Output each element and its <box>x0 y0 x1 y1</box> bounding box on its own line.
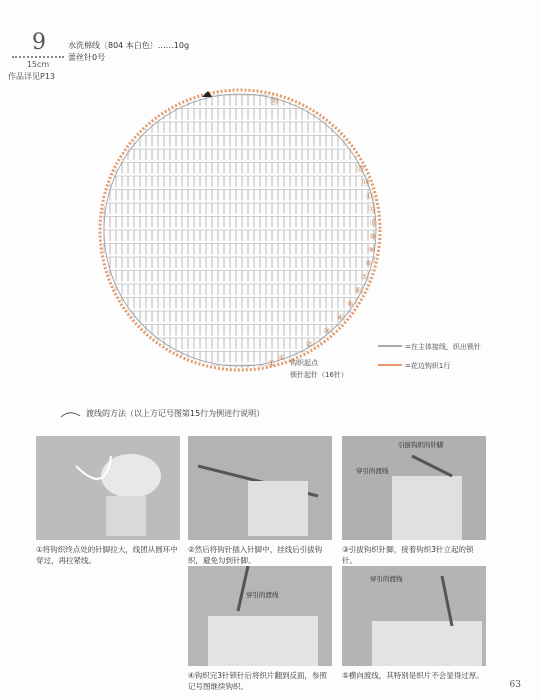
row-label: ⑪ <box>369 219 377 227</box>
start-chain-label: 锁针起针（16针） <box>290 371 348 379</box>
row-label: ③ <box>323 327 331 335</box>
material-line: 水洗棉线〔804 本白色〕……10g <box>68 41 190 50</box>
step-caption-5: ⑤横向渡线，其特别是织片不会显得过厚。 <box>342 671 484 680</box>
row-label: ⑮ <box>356 165 364 173</box>
row-label: ⑨ <box>368 246 375 254</box>
row-label: ⑥ <box>355 286 362 295</box>
step-photo-2 <box>188 436 332 540</box>
step-caption-4: ④钩织完3针锁针后将织片翻到反面，参照记号图继续钩织。 <box>188 671 327 691</box>
row-label: ⑦ <box>361 273 368 281</box>
row-label-start: ① <box>268 359 276 368</box>
crochet-chart <box>90 85 410 385</box>
legend-lines <box>378 340 408 370</box>
legend-join: =在主体接线，织出锁针 <box>405 343 481 351</box>
row-label: ⑬ <box>366 192 374 200</box>
tag-carried-thread: 穿引的渡线 <box>370 575 403 583</box>
row-label: ⑧ <box>365 259 372 268</box>
step-photo-5 <box>342 566 486 666</box>
tag-carried-thread: 穿引的渡线 <box>356 467 389 475</box>
row-label: ⑫ <box>368 205 376 214</box>
hook-line: 蕾丝针0号 <box>68 53 106 62</box>
row-label: ⑤ <box>347 300 354 308</box>
step-photo-1 <box>36 436 180 540</box>
size-label: 15cm <box>26 60 50 69</box>
tag-carried-thread: 穿引的渡线 <box>246 591 279 599</box>
legend-edging: =花边钩织1行 <box>405 362 451 370</box>
page-number: 63 <box>509 680 521 690</box>
pattern-number: 9 <box>32 30 46 55</box>
step-caption-1: ①将钩织终点处的针脚拉大，线团从圆环中穿过，再拉紧线。 <box>36 545 178 565</box>
row-label: ⑩ <box>369 232 377 241</box>
work-reference: 作品详见P13 <box>8 72 56 81</box>
section-title: 渡线的方法（以上方记号图第15行为例进行说明） <box>86 409 265 418</box>
row-label-top: ⑳ <box>270 97 278 106</box>
row-label: ⑭ <box>362 178 370 187</box>
step-caption-3: ③引拔钩织针脚，接着钩织3针立起的锁针。 <box>342 545 474 565</box>
tag-pulled-stitch: 引拔钩织的针脚 <box>398 441 444 449</box>
thread-line-icon <box>60 411 82 419</box>
row-label: ② <box>305 340 313 349</box>
dotted-divider <box>12 56 64 58</box>
start-label: 钩织起点 <box>290 359 318 367</box>
row-label: ④ <box>337 313 344 322</box>
step-photo-3 <box>342 436 486 540</box>
step-caption-2: ②然后将钩针插入针脚中，挂线后引拔钩织，避免勾到针脚。 <box>188 545 323 565</box>
step-photo-4 <box>188 566 332 666</box>
row-label: ① <box>278 354 285 362</box>
